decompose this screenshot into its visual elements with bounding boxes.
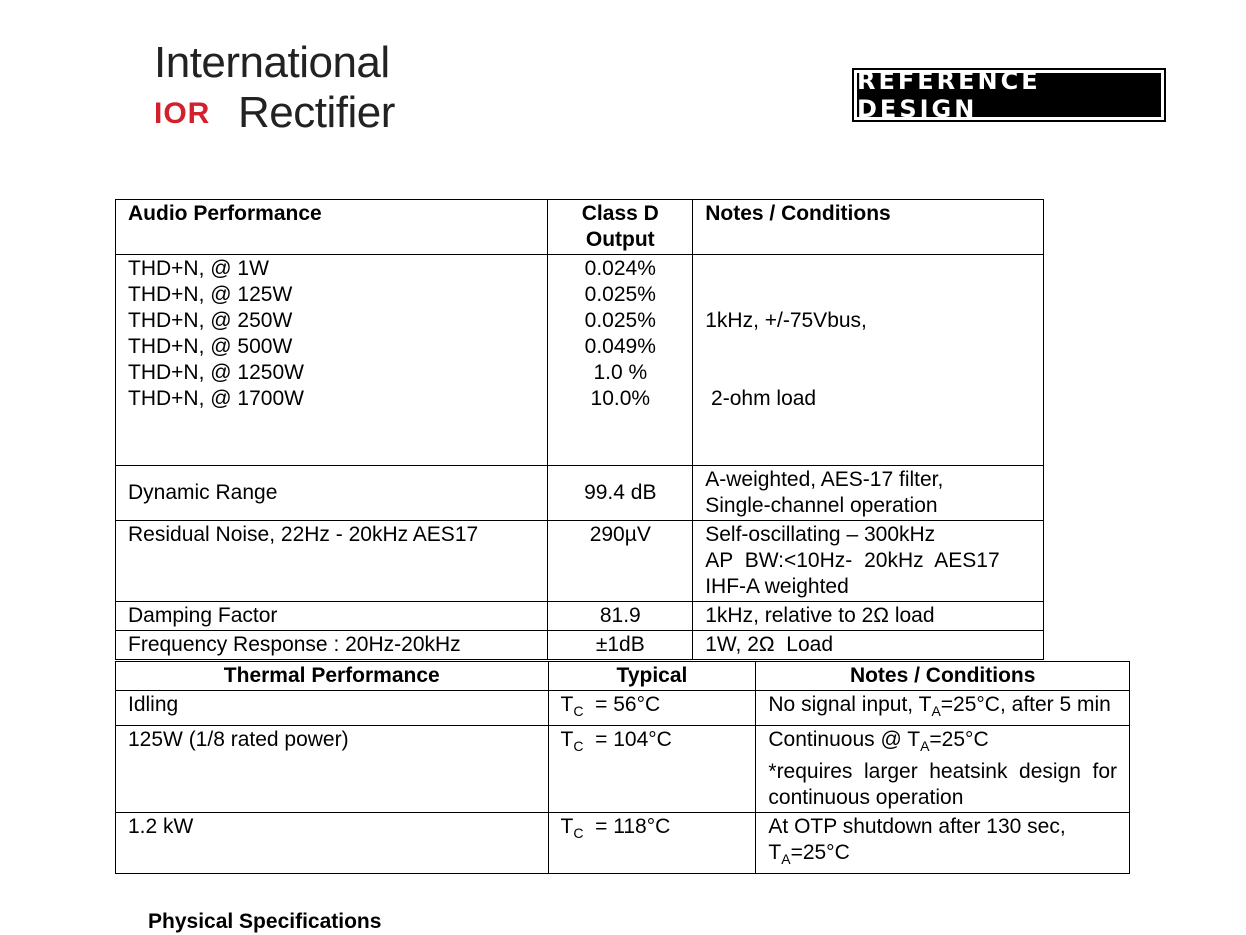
ta-symbol: T	[768, 841, 782, 864]
ta-sub: A	[931, 703, 941, 719]
logo-line2: Rectifier	[238, 88, 395, 137]
idling-row	[116, 691, 1130, 726]
note-pre: At OTP shutdown after 130 sec,	[768, 815, 1066, 838]
note-post: =25°C, after 5 min	[940, 693, 1111, 716]
thd-value: 0.049%	[584, 335, 656, 358]
residual-noise-row	[116, 521, 1044, 602]
row-notes	[693, 466, 1044, 521]
ta-symbol: T	[907, 728, 921, 751]
row-value: 99.4 dB	[548, 466, 693, 521]
physical-specifications-title: Physical Specifications	[148, 910, 382, 933]
row-value: 290µV	[548, 521, 693, 602]
audio-header-notes: Notes / Conditions	[693, 200, 1044, 255]
tc-symbol: T	[560, 693, 574, 716]
thermal-header-notes: Notes / Conditions	[756, 662, 1130, 691]
ta-sub: A	[920, 738, 930, 754]
badge-text: REFERENCE DESIGN	[857, 73, 1161, 117]
row-notes	[693, 521, 1044, 602]
thd-value: 10.0%	[590, 387, 651, 410]
row-notes	[693, 602, 1044, 631]
audio-performance-table	[115, 199, 1044, 660]
row-param: Dynamic Range	[116, 466, 548, 521]
note-extra: *requires larger heatsink design for continuous operation	[768, 760, 1117, 809]
thd-param: THD+N, @ 500W	[128, 335, 293, 358]
thermal-header-condition: Thermal Performance	[116, 662, 549, 691]
row-value: ±1dB	[548, 631, 693, 660]
row-note: AP BW:<10Hz- 20kHz AES17	[705, 549, 1000, 572]
audio-header-param: Audio Performance	[116, 200, 548, 255]
thermal-header-typical: Typical	[548, 662, 756, 691]
typical-value: = 104°C	[583, 728, 672, 751]
row-param: Residual Noise, 22Hz - 20kHz AES17	[116, 521, 548, 602]
row-note: 1W, 2Ω Load	[705, 633, 833, 656]
row-note: 1kHz, relative to 2Ω load	[705, 604, 935, 627]
thd-value: 0.024%	[584, 257, 656, 280]
audio-header-output: Class D Output	[548, 200, 693, 255]
row-condition: Idling	[116, 691, 549, 726]
tc-sub: C	[573, 703, 584, 719]
thd-param: THD+N, @ 250W	[128, 309, 293, 332]
typical-value: = 118°C	[583, 815, 671, 838]
thd-value: 1.0 %	[593, 361, 648, 384]
thd-note: 1kHz, +/-75Vbus,	[705, 309, 867, 332]
row-note: IHF-A weighted	[705, 575, 849, 598]
reference-design-badge	[852, 68, 1166, 122]
row-notes	[756, 813, 1130, 874]
thd-note: 2-ohm load	[705, 387, 817, 410]
dynamic-range-row	[116, 466, 1044, 521]
ior-mark: IOR	[154, 97, 211, 130]
row-value: 81.9	[548, 602, 693, 631]
ta-sub: A	[781, 851, 791, 867]
ir-logo	[154, 38, 404, 138]
row-typical	[548, 691, 756, 726]
row-note: A-weighted, AES-17 filter,	[705, 468, 944, 491]
typical-value: = 56°C	[583, 693, 661, 716]
thd-row	[116, 255, 1044, 466]
audio-header-row	[116, 200, 1044, 255]
thd-value: 0.025%	[584, 309, 656, 332]
tc-symbol: T	[560, 728, 574, 751]
thermal-performance-table	[115, 661, 1130, 874]
thd-param: THD+N, @ 1W	[128, 257, 269, 280]
note-pre: Continuous @	[768, 728, 908, 751]
thd-param: THD+N, @ 125W	[128, 283, 293, 306]
note-post: =25°C	[929, 728, 989, 751]
row-notes	[693, 631, 1044, 660]
damping-factor-row	[116, 602, 1044, 631]
row-typical	[548, 726, 756, 813]
thd-values	[548, 255, 693, 466]
rated-power-row	[116, 726, 1130, 813]
tc-sub: C	[573, 738, 584, 754]
row-condition: 125W (1/8 rated power)	[116, 726, 549, 813]
thd-value: 0.025%	[584, 283, 656, 306]
row-condition: 1.2 kW	[116, 813, 549, 874]
row-note: Self-oscillating – 300kHz	[705, 523, 936, 546]
row-param: Damping Factor	[116, 602, 548, 631]
thd-param: THD+N, @ 1700W	[128, 387, 304, 410]
row-param: Frequency Response : 20Hz-20kHz	[116, 631, 548, 660]
row-note: Single-channel operation	[705, 494, 938, 517]
row-notes	[756, 691, 1130, 726]
ta-symbol: T	[918, 693, 932, 716]
thermal-header-row	[116, 662, 1130, 691]
row-typical	[548, 813, 756, 874]
tc-symbol: T	[560, 815, 574, 838]
thd-notes	[693, 255, 1044, 466]
full-power-row	[116, 813, 1130, 874]
note-post: =25°C	[790, 841, 850, 864]
tc-sub: C	[573, 825, 584, 841]
thd-params	[116, 255, 548, 466]
note-pre: No signal input,	[768, 693, 919, 716]
thd-param: THD+N, @ 1250W	[128, 361, 304, 384]
logo-line1: International	[154, 38, 390, 87]
row-notes	[756, 726, 1130, 813]
frequency-response-row	[116, 631, 1044, 660]
